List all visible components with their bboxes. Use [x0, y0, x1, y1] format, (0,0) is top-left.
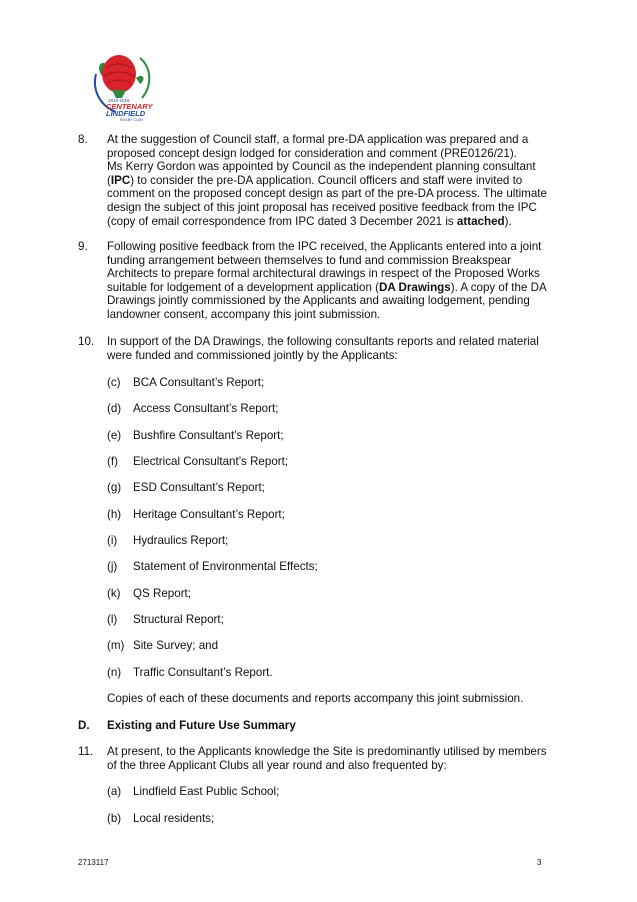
text-line: Architects to prepare formal architectural drawings in respect of the Proposed Works	[107, 267, 540, 281]
text-line: comment on the proposed concept design as part of the pre-DA process. The ultimate	[107, 187, 547, 201]
text-line: Ms Kerry Gordon was appointed by Council as the independent planning consultant	[107, 160, 536, 174]
text-line: At present, to the Applicants knowledge the Site is predominantly utilised by members	[107, 745, 547, 758]
waratah-logo-icon	[82, 46, 162, 124]
list-item: (c) BCA Consultant’s Report;	[107, 376, 265, 389]
text-line: Drawings jointly commissioned by the Applicants and awaiting lodgement, pending	[107, 294, 530, 308]
text-line: In support of the DA Drawings, the following consultants reports and related material	[107, 335, 539, 348]
club-logo	[82, 46, 162, 124]
paragraph-10	[78, 335, 568, 362]
text-line: landowner consent, accompany this joint submission.	[107, 307, 381, 321]
svg-text:LINDFIELD: LINDFIELD	[106, 109, 146, 118]
paragraph-8	[78, 133, 568, 228]
svg-text:RUGBY CLUB: RUGBY CLUB	[120, 118, 143, 122]
list-item: (d) Access Consultant’s Report;	[107, 402, 279, 415]
list-item: (e) Bushfire Consultant’s Report;	[107, 429, 284, 442]
text-line: At the suggestion of Council staff, a formal pre-DA application was prepared and a	[107, 133, 529, 146]
svg-text:CENTENARY: CENTENARY	[106, 102, 153, 111]
text-line: funding arrangement between themselves to fund and commission Breakspear	[107, 253, 512, 267]
paragraph-number: 8.	[78, 133, 88, 146]
text-line: of the three Applicant Clubs all year round and also frequented by:	[107, 758, 447, 772]
text-line: (copy of email correspondence from IPC dated 3 December 2021 is attached).	[107, 214, 512, 228]
list-item: (b) Local residents;	[107, 812, 215, 825]
list-item: (g) ESD Consultant’s Report;	[107, 481, 265, 494]
section-heading-d: D. Existing and Future Use Summary	[78, 719, 296, 732]
paragraph-number: 9.	[78, 240, 88, 253]
text-line: design the subject of this joint proposal has received positive feedback from the IPC	[107, 200, 537, 214]
attached-term: attached	[456, 214, 505, 228]
text-line: proposed concept design lodged for consideration and comment (PRE0126/21).	[107, 146, 517, 160]
paragraph-number: 10.	[78, 335, 95, 348]
copies-note: Copies of each of these documents and reports accompany this joint submission.	[107, 692, 524, 705]
text-line: Following positive feedback from the IPC received, the Applicants entered into a joint	[107, 240, 542, 253]
list-item: (h) Heritage Consultant’s Report;	[107, 508, 285, 521]
list-item: (k) QS Report;	[107, 587, 191, 600]
paragraph-9	[78, 240, 568, 322]
document-id: 2713117	[78, 858, 109, 867]
text-line: (IPC) to consider the pre-DA application. Council officers and staff were invited to	[107, 173, 523, 187]
list-item: (l) Structural Report;	[107, 613, 224, 626]
paragraph-number: 11.	[78, 745, 94, 758]
text-line: were funded and commissioned jointly by the Applicants:	[107, 348, 398, 362]
list-item: (n) Traffic Consultant’s Report.	[107, 666, 273, 679]
list-item: (j) Statement of Environmental Effects;	[107, 560, 318, 573]
list-item: (f) Electrical Consultant’s Report;	[107, 455, 289, 468]
list-item: (a) Lindfield East Public School;	[107, 785, 280, 798]
list-item: (m) Site Survey; and	[107, 639, 219, 652]
list-item: (i) Hydraulics Report;	[107, 534, 229, 547]
page-number: 3	[537, 858, 542, 867]
defined-term-da-drawings: DA Drawings	[378, 280, 451, 294]
text-line: suitable for lodgement of a development application (DA Drawings). A copy of the DA	[107, 280, 547, 294]
paragraph-11	[78, 745, 568, 772]
defined-term-ipc: IPC	[110, 173, 131, 187]
svg-text:1919-2019: 1919-2019	[108, 98, 130, 103]
